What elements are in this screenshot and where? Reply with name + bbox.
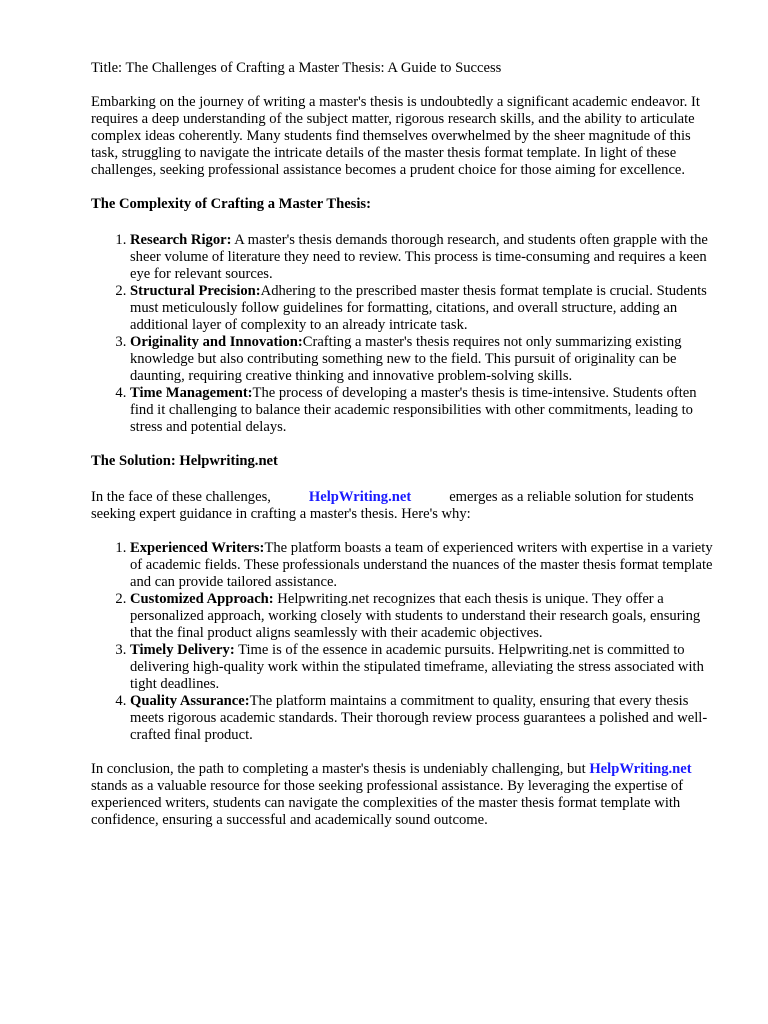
list-item [130, 540, 721, 591]
solution-list [91, 540, 721, 744]
intro-paragraph: Embarking on the journey of writing a master's thesis is undoubtedly a significant academic endeavor. It requires a deep understanding of the subject matter, rigorous research skills, and the ability to articulate complex ideas coherently. Many students find themselves overwhelmed by the sheer magnitude of this task, struggling to navigate the intricate details of the master thesis format template. In light of these challenges, seeking professional assistance becomes a prudent choice for those aiming for excellence. [91, 94, 700, 178]
list-item [130, 232, 721, 283]
list-item [130, 642, 721, 693]
item-text: The process of developing a master's thesis is time-intensive. Students often find it challenging to balance their academic responsibilities with other commitments, leading to stress and potential delays. [130, 385, 697, 435]
item-term: Originality and Innovation: [130, 334, 303, 350]
solution-intro-after: emerges as a reliable solution for students seeking expert guidance in crafting a master's thesis. Here's why: [91, 489, 694, 522]
list-item [130, 385, 721, 436]
document-page [91, 60, 721, 846]
item-term: Customized Approach: [130, 591, 274, 607]
list-item [130, 693, 721, 744]
item-text: Crafting a master's thesis requires not only summarizing existing knowledge but also contributing something new to the field. This pursuit of originality can be daunting, requiring creative thinking and innovative problem-solving skills. [130, 334, 682, 384]
list-item [130, 283, 721, 334]
item-text: Time is of the essence in academic pursuits. Helpwriting.net is committed to delivering high-quality work within the stipulated timeframe, alleviating the stress associated with tight deadlines. [130, 642, 704, 692]
item-text: The platform maintains a commitment to quality, ensuring that every thesis meets rigorous academic standards. Their thorough review process guarantees a polished and well-crafted final product. [130, 693, 708, 743]
document-title: Title: The Challenges of Crafting a Master Thesis: A Guide to Success [91, 60, 502, 76]
item-text: The platform boasts a team of experienced writers with expertise in a variety of academic fields. These professionals understand the nuances of the master thesis format template and can provide tailored assistance. [130, 540, 713, 590]
list-item [130, 334, 721, 385]
item-term: Timely Delivery: [130, 642, 235, 658]
complexity-list [91, 232, 721, 436]
item-text: Adhering to the prescribed master thesis format template is crucial. Students must meticulously follow guidelines for formatting, citations, and overall structure, adding an additional layer of complexity to an already intricate task. [130, 283, 707, 333]
helpwriting-link[interactable]: HelpWriting.net [308, 489, 412, 505]
solution-intro-paragraph [91, 489, 721, 523]
conclusion-before: In conclusion, the path to completing a master's thesis is undeniably challenging, but [91, 761, 586, 777]
item-term: Structural Precision: [130, 283, 261, 299]
helpwriting-link-conclusion[interactable]: HelpWriting.net [589, 761, 692, 777]
list-item [130, 591, 721, 642]
section-heading-complexity: The Complexity of Crafting a Master Thesis: [91, 196, 371, 212]
conclusion-after: stands as a valuable resource for those seeking professional assistance. By leveraging the expertise of experienced writers, students can navigate the complexities of the master thesis format template with confidence, ensuring a successful and academically sound outcome. [91, 778, 684, 828]
item-text: Helpwriting.net recognizes that each thesis is unique. They offer a personalized approach, working closely with students to understand their research goals, ensuring that the final product aligns seamlessly with their academic objectives. [130, 591, 701, 641]
section-heading-solution: The Solution: Helpwriting.net [91, 453, 278, 469]
item-text: A master's thesis demands thorough research, and students often grapple with the sheer volume of literature they need to review. This process is time-consuming and requires a keen eye for relevant sources. [130, 232, 708, 282]
solution-intro-before: In the face of these challenges, [91, 489, 271, 505]
item-term: Research Rigor: [130, 232, 232, 248]
conclusion-paragraph [91, 761, 721, 829]
item-term: Quality Assurance: [130, 693, 250, 709]
item-term: Experienced Writers: [130, 540, 265, 556]
item-term: Time Management: [130, 385, 253, 401]
